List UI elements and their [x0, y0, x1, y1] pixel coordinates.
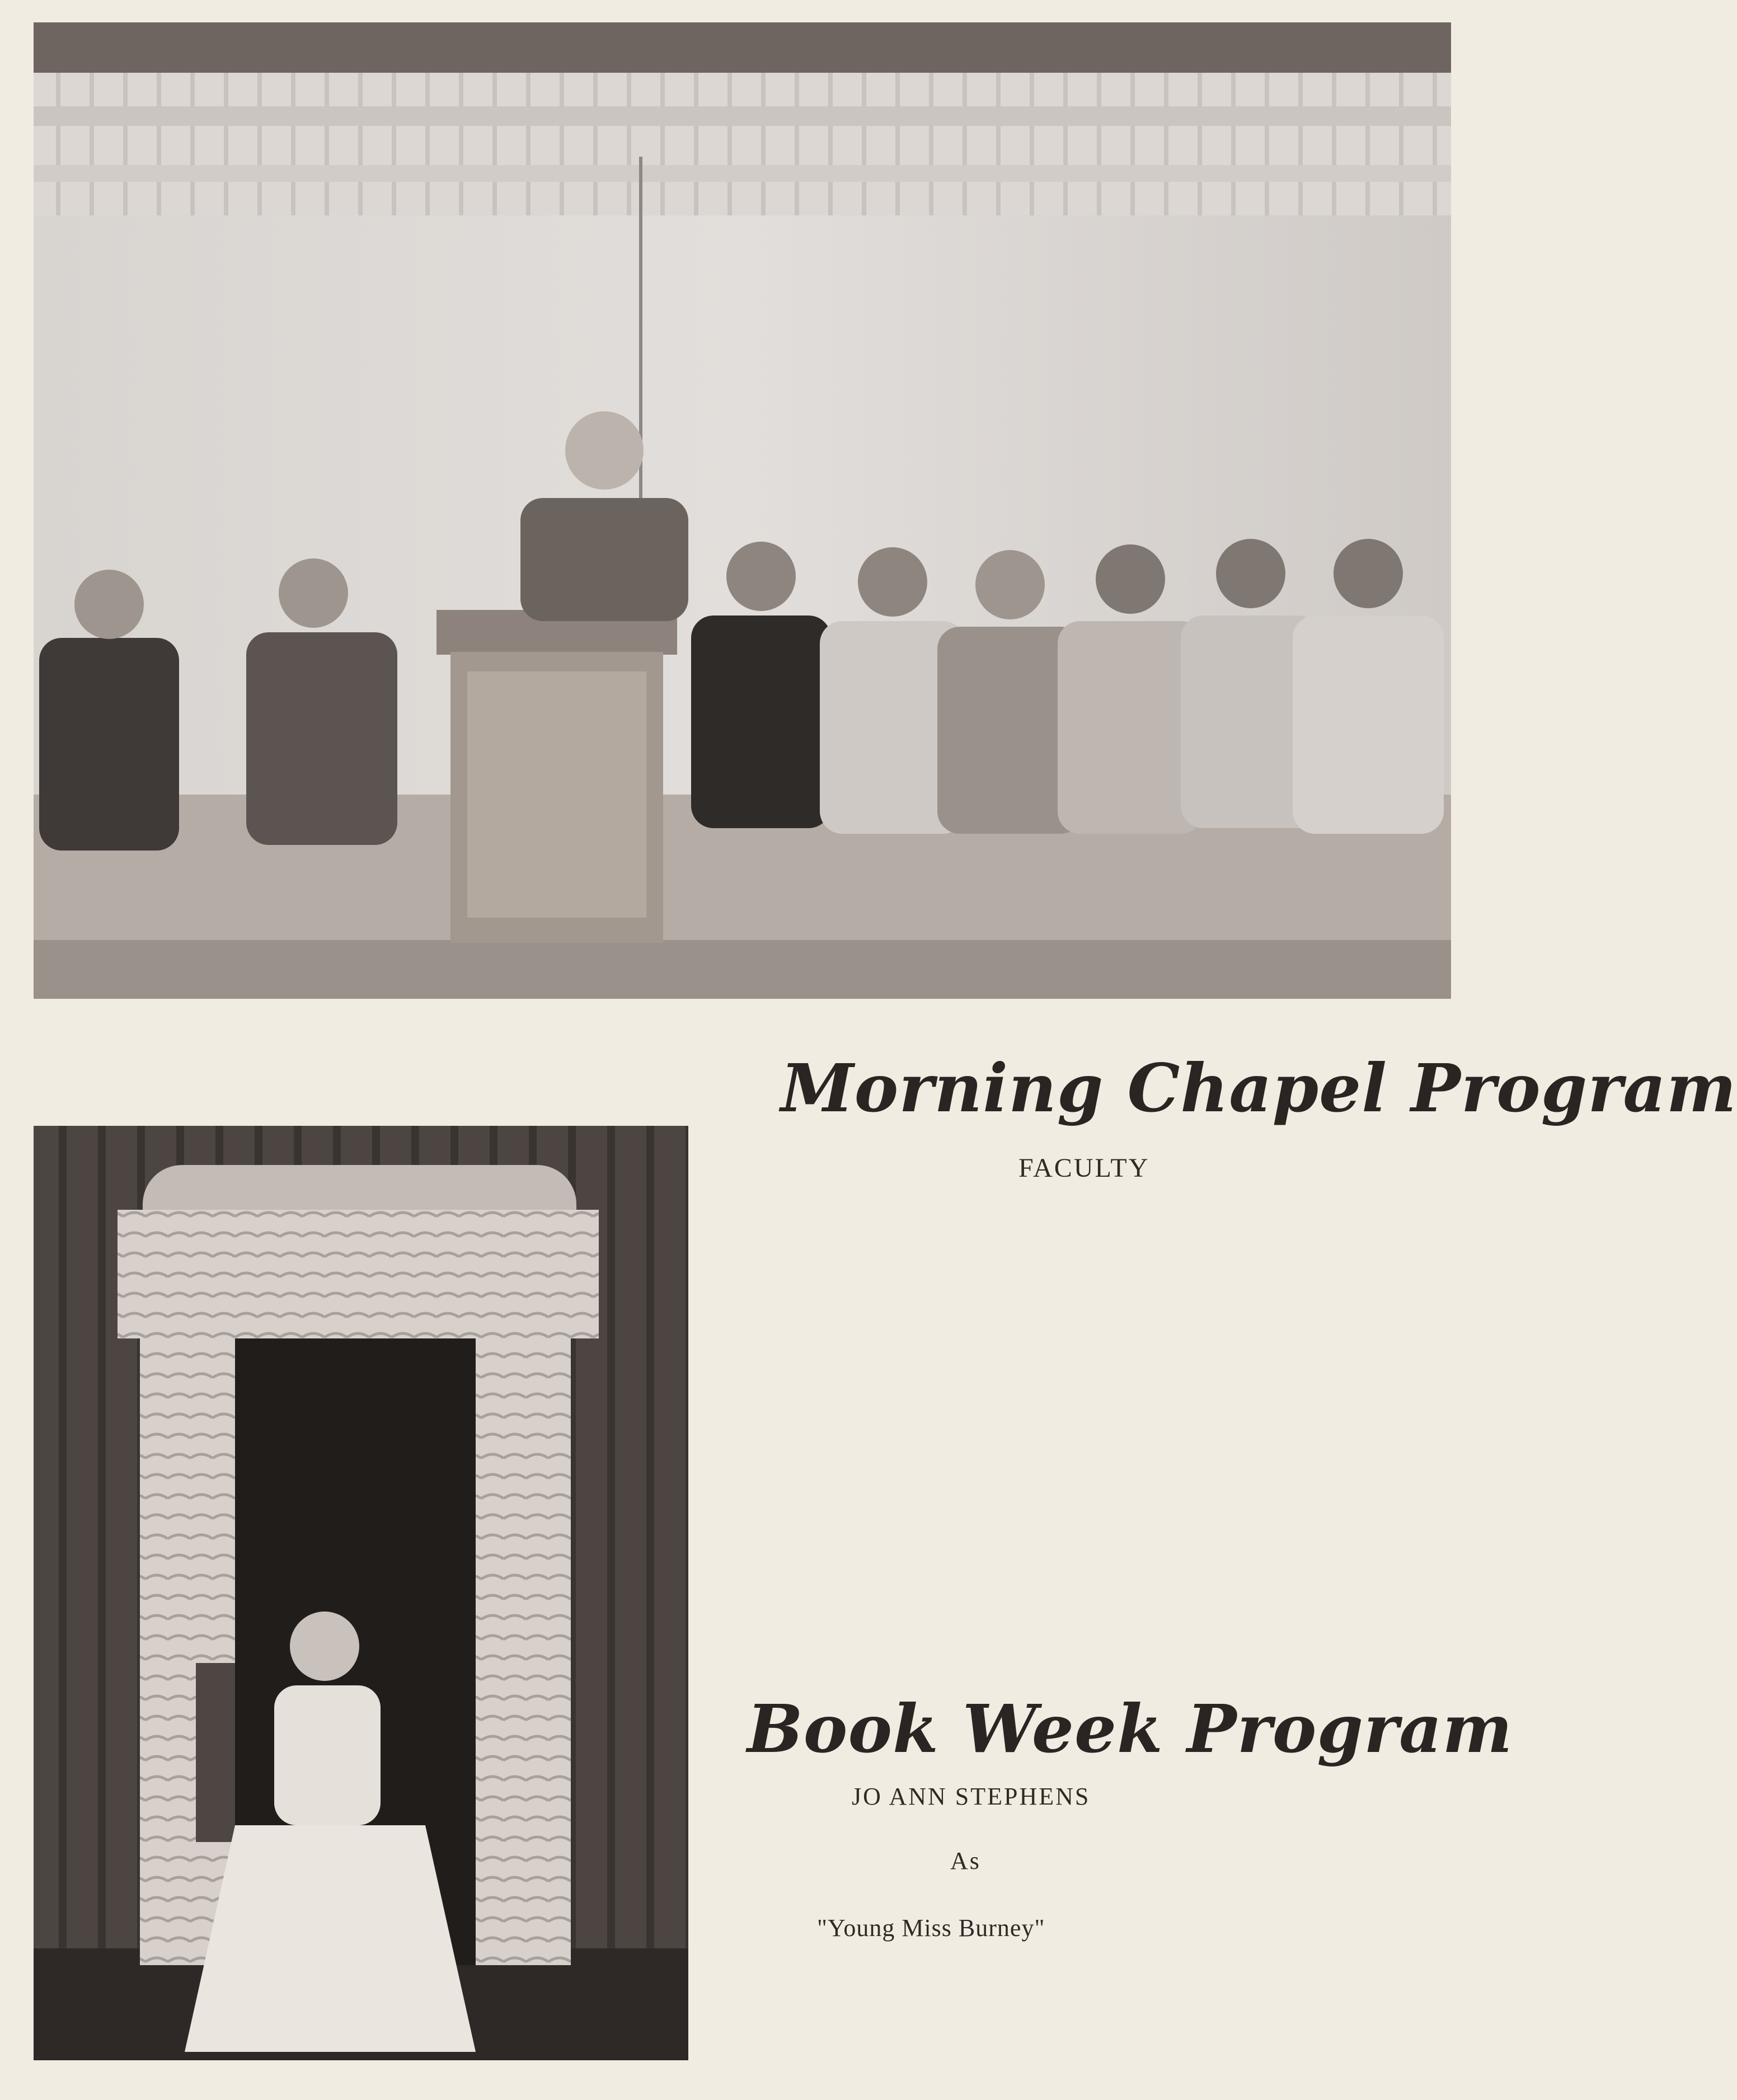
chapel-program-title: Morning Chapel Program: [781, 1049, 1737, 1127]
faculty-stage-illustration: [34, 22, 1451, 999]
book-week-role: "Young Miss Burney": [817, 1914, 1045, 1942]
book-week-photo: [34, 1126, 688, 2060]
book-week-program-title: Book Week Program: [747, 1690, 1513, 1768]
book-week-student-name: JO ANN STEPHENS: [852, 1783, 1091, 1810]
book-week-illustration: [34, 1126, 688, 2060]
chapel-program-subtitle: FACULTY: [1018, 1153, 1150, 1183]
faculty-stage-photo: [34, 22, 1451, 999]
book-week-connector: As: [950, 1847, 981, 1875]
